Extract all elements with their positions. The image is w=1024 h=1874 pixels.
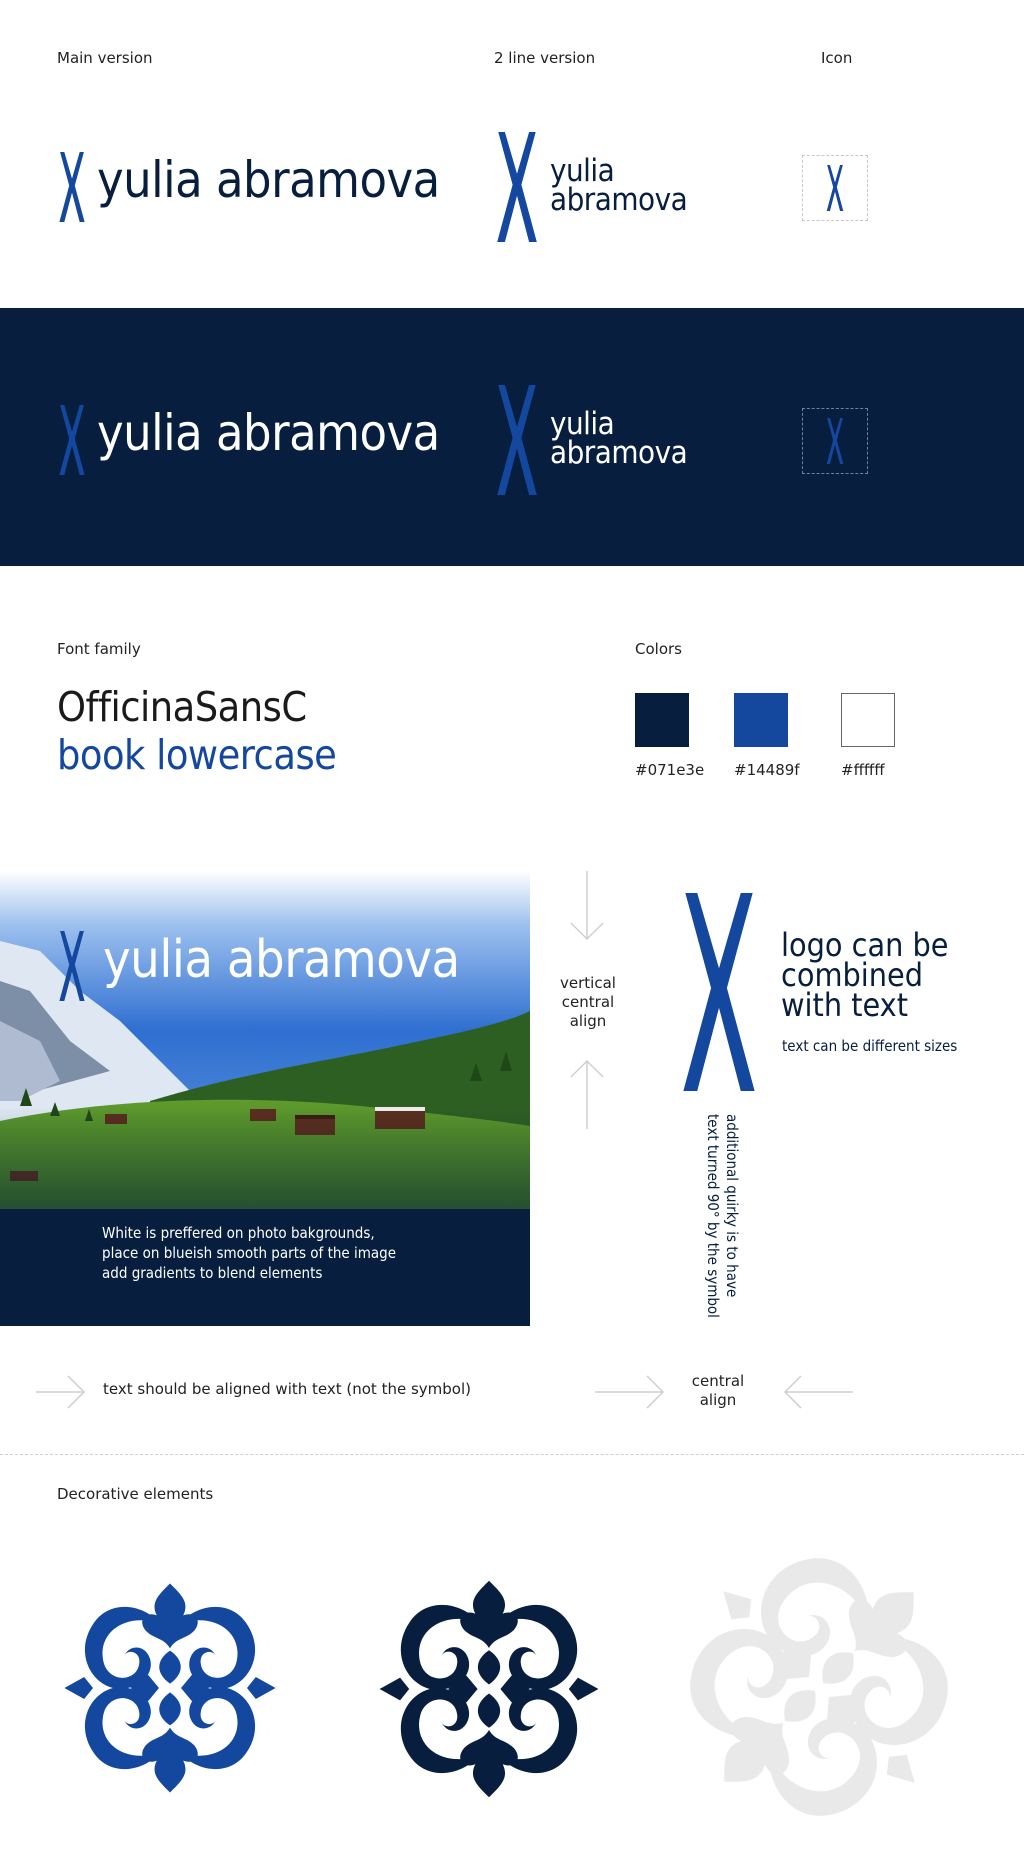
sizes-note: text can be different sizes [782, 1037, 958, 1055]
vertical-align-line-1: vertical [560, 974, 616, 992]
arrow-right-icon [595, 1374, 665, 1410]
ya-monogram-icon [57, 931, 87, 1001]
swatch-white [841, 693, 895, 747]
ya-monogram-icon [57, 405, 87, 475]
wordmark-line-2: abramova [550, 435, 688, 471]
wordmark: yulia abramova [97, 151, 440, 209]
section-divider [0, 1454, 1024, 1455]
logo-versions-dark [0, 308, 1024, 566]
photo-note-line-3: add gradients to blend elements [102, 1264, 323, 1282]
rotated-line-1: additional quirky is to have [723, 1114, 741, 1298]
icon-logo-dark [802, 408, 868, 474]
wordmark: yulia abramova [97, 404, 440, 462]
central-align-line-2: align [699, 1391, 737, 1409]
combined-line-3: with text [781, 986, 908, 1024]
font-family-label: Font family [57, 640, 141, 658]
rotated-text-example [699, 1114, 741, 1318]
ya-monogram-icon [825, 418, 845, 464]
font-weight-note: book lowercase [57, 731, 337, 779]
swatch-hex-white: #ffffff [841, 761, 885, 779]
vertical-align-line-3: align [569, 1012, 607, 1030]
photo-note-line-2: place on blueish smooth parts of the image [102, 1244, 397, 1262]
ornament-navy-icon [370, 1575, 608, 1803]
arrow-up-icon [570, 1057, 604, 1129]
icon-label: Icon [821, 49, 853, 67]
vertical-align-caption [548, 974, 628, 1031]
swatch-hex-blue: #14489f [734, 761, 800, 779]
ya-monogram-icon [493, 385, 541, 495]
main-version-label: Main version [57, 49, 153, 67]
wordmark-line-2: abramova [550, 182, 688, 218]
arrow-down-icon [570, 871, 604, 943]
ornament-grey-icon [678, 1546, 960, 1828]
photo-usage-note [102, 1223, 396, 1283]
decorative-label: Decorative elements [57, 1485, 214, 1503]
ya-monogram-icon [493, 132, 541, 242]
font-name: OfficinaSansC [57, 683, 307, 731]
arrow-right-icon [36, 1374, 86, 1410]
combined-text-block [781, 926, 949, 1024]
combined-line-1: logo can be [781, 926, 949, 964]
rotated-line-2: text turned 90° by the symbol [704, 1114, 722, 1318]
text-align-note: text should be aligned with text (not the symbol) [103, 1380, 471, 1398]
wordmark-line-1: yulia [550, 153, 615, 189]
icon-logo-light [802, 155, 868, 221]
ornament-blue-icon [60, 1565, 280, 1811]
ya-monogram-icon [57, 152, 87, 222]
ya-monogram-large-icon [676, 893, 762, 1091]
vertical-align-line-2: central [561, 993, 615, 1011]
colors-label: Colors [635, 640, 682, 658]
wordmark-line-1: yulia [550, 406, 615, 442]
swatch-navy [635, 693, 689, 747]
swatch-hex-navy: #071e3e [635, 761, 705, 779]
combined-line-2: combined [781, 956, 924, 994]
photo-note-line-1: White is preffered on photo bakgrounds, [102, 1224, 375, 1242]
ya-monogram-icon [825, 165, 845, 211]
photo-usage-example [0, 871, 530, 1326]
central-align-caption [683, 1372, 753, 1410]
two-line-version-label: 2 line version [494, 49, 596, 67]
swatch-blue [734, 693, 788, 747]
arrow-left-icon [783, 1374, 853, 1410]
wordmark-on-photo: yulia abramova [103, 930, 460, 990]
central-align-line-1: central [691, 1372, 745, 1390]
